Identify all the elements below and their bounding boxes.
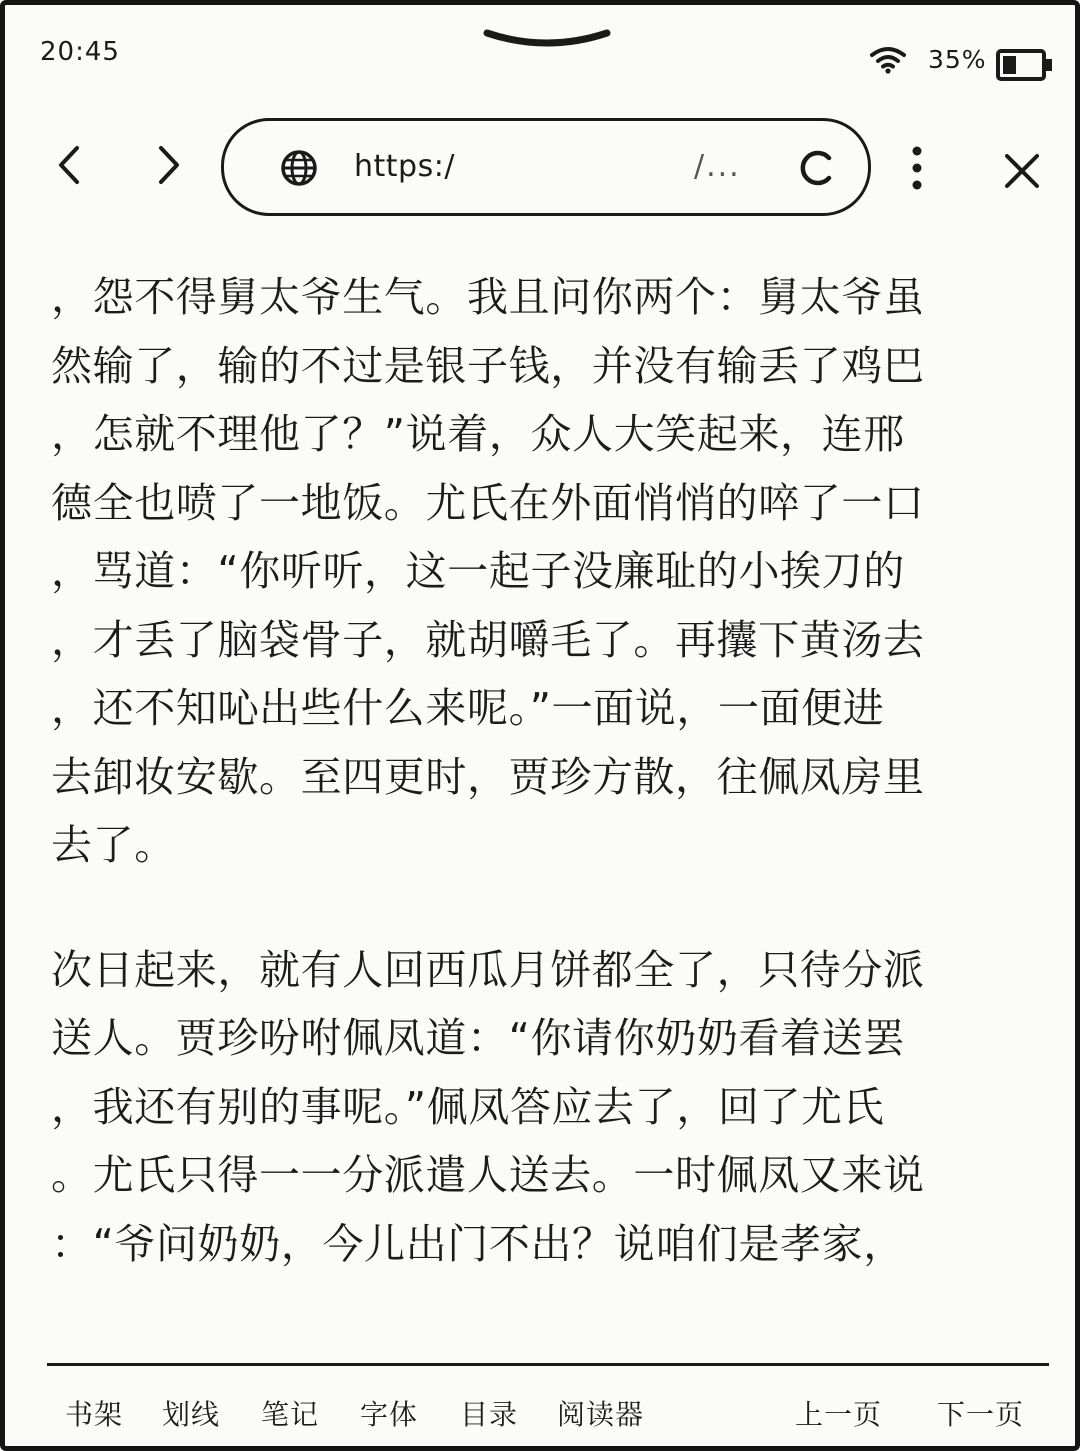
clock: 20:45 [40,37,120,67]
paragraph-2: 次日起来，就有人回西瓜月饼都全了，只待分派 送人。贾珍吩咐佩凤道：“你请你奶奶看着送罢 ，我还有别的事呢。”佩凤答应去了，回了尤氏 。尤氏只得一一分派遣人送去。一时佩凤又来说 ：“爷问奶奶，今儿出门不出？说咱们是孝家， [51,945,925,1268]
toc-button[interactable]: 目录 [460,1398,519,1431]
toolbar-divider [47,1363,1049,1366]
url-text: https:/ [354,149,455,184]
close-button[interactable] [1002,151,1042,195]
paragraph-1: ，怨不得舅太爷生气。我且问你两个：舅太爷虽 然输了，输的不过是银子钱，并没有输丢了鸡巴 ，怎就不理他了？”说着，众人大笑起来，连邢 德全也喷了一地饭。尤氏在外面悄悄的啐了一口 ，骂道：“你听听，这一起子没廉耻的小挨刀的 ，才丢了脑袋骨子，就胡嚼毛了。再攮下黄汤去 ，还不知吣出些什么来呢。”一面说，一面便进 去卸妆安歇。至四更时，贾珍方散，往佩凤房里 去了。 [51,273,925,869]
reader-button[interactable]: 阅读器 [557,1398,645,1431]
reading-content [51,263,1031,1278]
wifi-icon [869,45,907,79]
pull-handle-icon[interactable] [483,27,611,57]
prev-page-button[interactable]: 上一页 [795,1398,883,1431]
next-page-button[interactable]: 下一页 [937,1398,1025,1431]
url-truncated-tail: /... [694,149,741,184]
globe-icon [280,149,318,191]
back-button[interactable] [47,143,91,187]
font-button[interactable]: 字体 [360,1398,419,1431]
battery-percent: 35% [928,45,987,74]
bookshelf-button[interactable]: 书架 [65,1398,124,1431]
underline-button[interactable]: 划线 [162,1398,221,1431]
back-icon [56,145,82,185]
reload-icon[interactable] [796,148,836,192]
close-icon [1002,151,1042,191]
more-menu-button[interactable] [907,145,927,195]
battery-icon [996,49,1054,85]
notes-button[interactable]: 笔记 [261,1398,320,1431]
more-icon [907,145,927,191]
address-bar[interactable] [221,118,871,216]
forward-button[interactable] [147,143,191,187]
forward-icon [156,145,182,185]
